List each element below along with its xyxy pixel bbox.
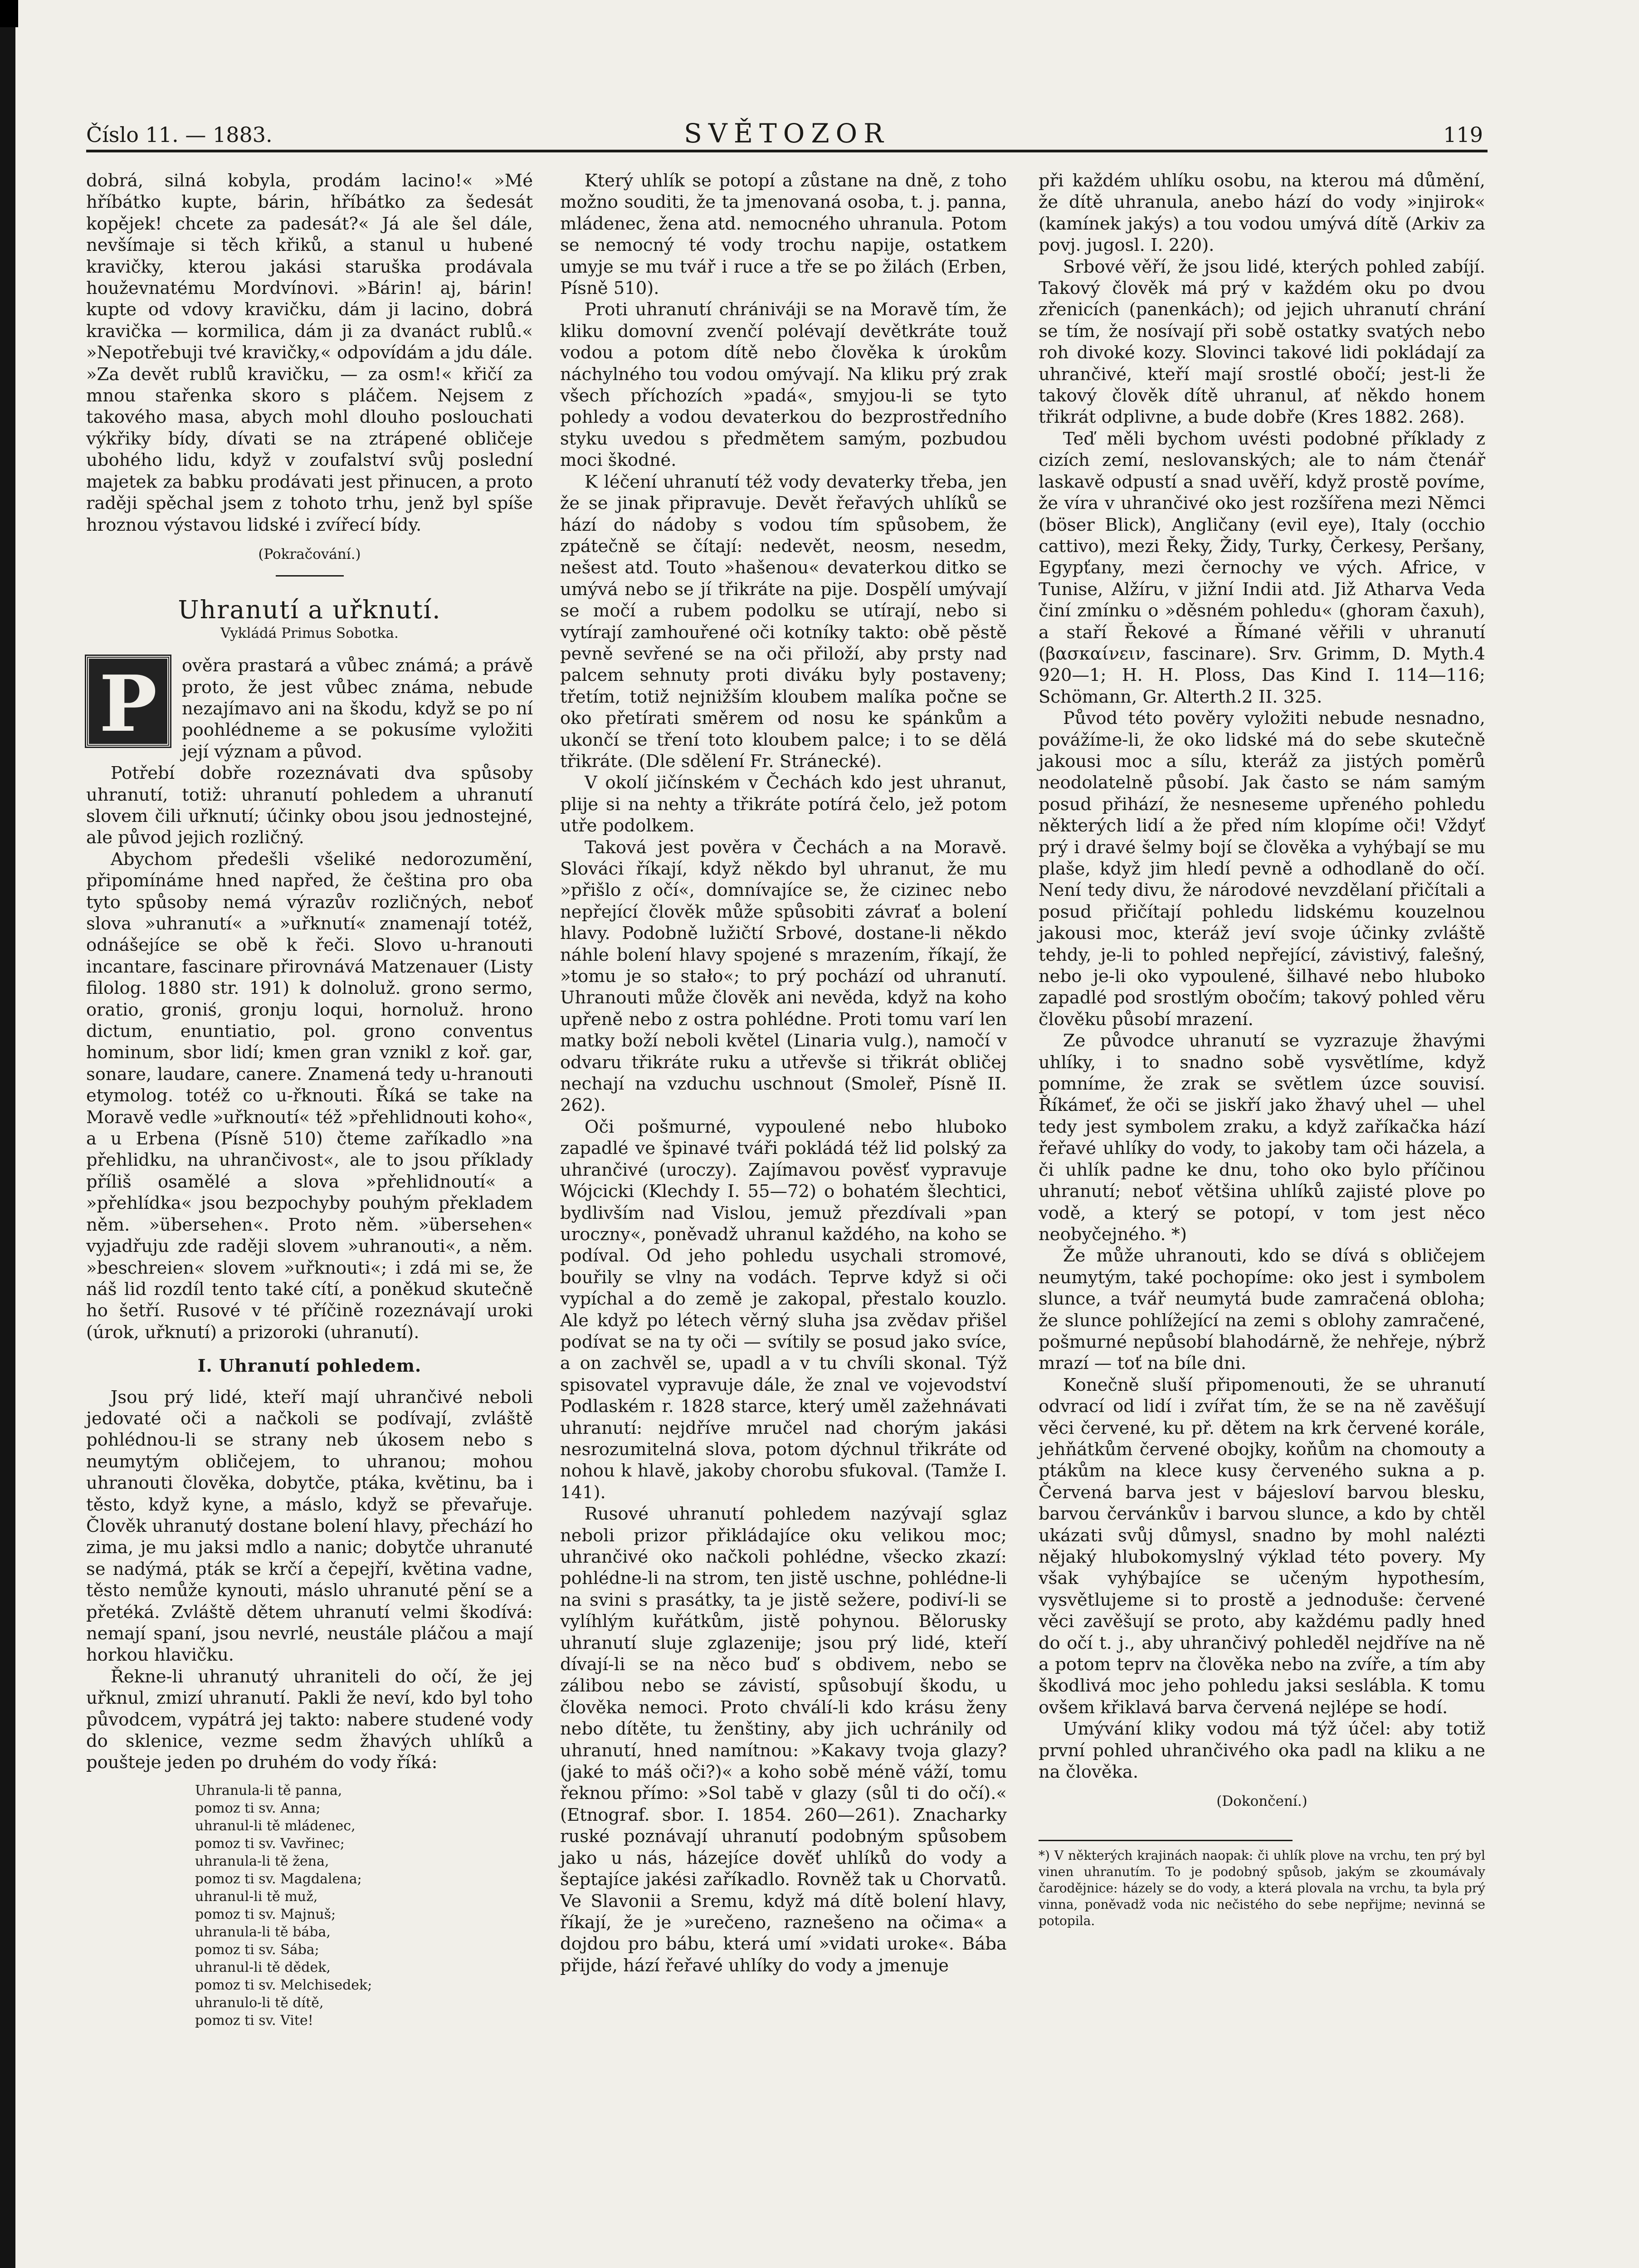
verse-line: uhranul-li tě dědek, bbox=[195, 1959, 331, 1975]
paragraph: Původ této pověry vyložiti nebude nesnadno, povážíme-li, že oko lidské má do sebe skutečně jakousi moc a sílu, kteráž za jistých poměrů neodolatelně působí. Jak často se nám samým posud přihází, že nesneseme upřeného pohledu některých lidí a že před ním klopíme oči! Vždyť prý i dravé šelmy bojí se člověka a vyhýbají se mu plaše, když jim hledí pevně a odhodlaně do očí. Není tedy divu, že národové nevzdělaní přičítali a posud přičítají pohledu lidskému kouzelnou jakousi moc, kteráž jeví svoje účinky zvláště tehdy, je-li to pohled nepřející, závistivý, falešný, nebo je-li oko vypoulené, šilhavé nebo hluboko zapadlé pod srostlým obočím; takový pohled věru člověku působí mrazení. bbox=[1039, 708, 1485, 1030]
column-2 bbox=[560, 170, 1007, 1976]
verse-line: pomoz ti sv. Sába; bbox=[195, 1941, 319, 1958]
paragraph: Konečně sluší připomenouti, že se uhranutí odvrací od lidí i zvířat tím, že se na ně zavěšují věci červené, ku př. dětem na krk červené korále, jehňátkům červené obojky, koňům na chomouty a ptákům na klece kusy červeného sukna a p. Červená barva jest v bájesloví barvou blesku, barvou červánkův i barvou slunce, a kdo by chtěl ukázati svůj důmysl, snadno by mohl nalézti nějaký hlubokomyslný výklad této povery. My však vyhýbajíce se učeným hypothesím, vysvětlujeme si to prostě a jednoduše: červené věci zavěšují se proto, aby každému padly hned do očí t. j., aby uhrančivý pohleděl nejdříve na ně a potom teprv na člověka nebo na zvíře, a tím aby škodlivá moc jeho pohledu jaksi seslábla. K tomu ovšem křiklavá barva červená nejlépe se hodí. bbox=[1039, 1374, 1485, 1718]
paragraph: Umývání kliky vodou má týž účel: aby totiž první pohled uhrančivého oka padl na kliku a ne na člověka. bbox=[1039, 1719, 1485, 1783]
paragraph-with-initial bbox=[86, 655, 533, 763]
paragraph: Srbové věří, že jsou lidé, kterých pohled zabíjí. Takový člověk má prý v každém oku po dvou zřenicích (panenkách); od jejich uhranutí chrání se tím, že nosívají při sobě ostatky svatých nebo roh divoké kozy. Slovinci takové lidi pokládají za uhrančivé, kteří mají srostlé obočí; jest-li že takový člověk dítě uhranul, ať někdo honem třikrát odplivne, a bude dobře (Kres 1882. 268). bbox=[1039, 256, 1485, 428]
paragraph: V okolí jičínském v Čechách kdo jest uhranut, plije si na nehty a třikráte potírá čelo, jež potom utře podolkem. bbox=[560, 772, 1007, 836]
column-1 bbox=[86, 170, 533, 2029]
journal-title: SVĚTOZOR bbox=[684, 118, 890, 149]
header-rule bbox=[86, 150, 1488, 152]
paragraph: Rusové uhranutí pohledem nazývají sglaz neboli prizor přikládajíce oku velikou moc; uhrančivé oko načkoli pohlédne, všecko zkazí: pohlédne-li na strom, ten jistě uschne, pohlédne-li na svini s prasátky, ta je jistě sežere, podiví-li se vylíhlým kuřátkům, jistě pohynou. Bělorusky uhranutí sluje zglazenije; jsou prý lidé, kteří dívají-li se na něco buď s obdivem, nebo se zálibou nebo se závistí, spůsobují škodu, u člověka nemoci. Proto chválí-li kdo krásu ženy nebo dítěte, tu ženštiny, aby jich uchránily od uhranutí, hned namítnou: »Kakavy tvoja glazy? (jaké to máš oči?)« a koho sobě méně váží, tomu řeknou přímo: »Sol tabě v glazy (sůl ti do očí).« (Etnograf. sbor. I. 1854. 260—261). Znacharky ruské poznávají uhranutí podobným spůsobem jako u nás, házejíce dověť uhlíků do vody a šeptajíce jakési zaříkadlo. Rovněž tak u Chorvatů. Ve Slavonii a Sremu, když má dítě bolení hlavy, říkají, že je »urečeno, raznešeno na očima« a dojdou pro bábu, která umí »vidati uroke«. Bába přijde, hází řeřavé uhlíky do vody a jmenuje bbox=[560, 1504, 1007, 1976]
verse-line: pomoz ti sv. Magdalena; bbox=[195, 1871, 362, 1887]
paragraph: Oči pošmurné, vypoulené nebo hluboko zapadlé ve špinavé tváři pokládá též lid polský za uhrančivé (uroczy). Zajímavou pověsť vypravuje Wójcicki (Klechdy I. 55—72) o bohatém šlechtici, bydlivším nad Vislou, jemuž přezdívali »pan uroczny«, poněvadž uhranul každého, na koho se podíval. Od jeho pohledu usychali stromové, bouřily se vlny na vodách. Teprve když si oči vypíchal a do země je zakopal, přestalo kouzlo. Ale když po létech věrný sluha jsa zvědav přišel podívat se na ty oči — svítily se posud jako svíce, a on zachvěl se, upadl a v tu chvíli skonal. Týž spisovatel vypravuje dále, že znal ve vojevodství Podlaském r. 1828 starce, který uměl zažehnávati uhranutí: nejdříve mručel nad chorým jakási nesrozumitelná slova, potom dýchnul třikráte od nohou k hlavě, jakoby chorobu sfukoval. (Tamže I. 141). bbox=[560, 1116, 1007, 1503]
paragraph: Proti uhranutí chrániváji se na Moravě tím, že kliku domovní zvenčí polévají devětkráte touž vodou a potom dítě nebo člověka k úrokům náchylného tou vodou omývají. Na kliku prý zrak všech příchozích »padá«, smyjou-li se tyto pohledy a vodou devaterkou do bezprostředního styku uvedou s předmětem samým, pozbudou moci škodné. bbox=[560, 299, 1007, 471]
verse-line: uhranul-li tě muž, bbox=[195, 1888, 318, 1905]
verse-line: uhranul-li tě mládenec, bbox=[195, 1818, 356, 1834]
continued-note: (Pokračování.) bbox=[258, 546, 361, 562]
paragraph: K léčení uhranutí též vody devaterky třeba, jen že se jinak připravuje. Devět řeřavých uhlíků se hází do nádoby s vodou tím spůsobem, že zpátečně se čítají: nedevět, neosm, nesedm, nešest atd. Touto »hašenou« devaterkou ditko se umývá nebo se jí třikráte na pije. Dospělí umývají se močí a rubem podolku se utírají, nebo si vytírají zamhouřené oči kotníky takto: obě pěstě pevně sevřené se na oči přiloží, aby prsty nad palcem sehnuty proti diváku byly postaveny; třetím, totiž nejnižším kloubem malíka počne se oko přetírati směrem od nosu ke spánkům a ukončí se tření toto kloubem palce; i to se dělá třikráte. (Dle sdělení Fr. Stránecké). bbox=[560, 471, 1007, 772]
paragraph: Že může uhranouti, kdo se dívá s obličejem neumytým, také pochopíme: oko jest i symbolem slunce, a tvář neumytá bude zamračená obloha; že slunce pohlížející na zemi s oblohy zamračené, pošmurné nepůsobí blahodárně, že nehřeje, nýbrž mrazí — toť na bíle dni. bbox=[1039, 1246, 1485, 1374]
verse-line: uhranulo-li tě dítě, bbox=[195, 1994, 324, 2011]
verse-line: pomoz ti sv. Vite! bbox=[195, 2012, 313, 2028]
paragraph: dobrá, silná kobyla, prodám lacino!« »Mé hříbátko kupte, bárin, hříbátko za šedesát kopějek! chcete za padesát?« Já ale šel dále, nevšímaje si těch křiků, a stanul u hubené kravičky, kterou jakási staruška prodávala houževnatému Mordvínovi. »Bárin! aj, bárin! kupte od vdovy kravičku, dám ji lacino, dobrá kravička — kormilica, dám ji za dvanáct rublů.« »Nepotřebuji tvé kravičky,« odpovídám a jdu dále. »Za devět rublů kravičku, — za osm!« křičí za mnou stařenka skoro s pláčem. Nejsem z takového masa, abych mohl dlouho poslouchati výkřiky bídy, dívati se na ztrápené obličeje ubohého lidu, když v zoufalství svůj poslední majetek za babku prodávati jest přinucen, a proto raději spěchal jsem z tohoto trhu, jenž byl spíše hroznou výstavou lidské i zvířecí bídy. bbox=[86, 171, 533, 535]
section-title: I. Uhranutí pohledem. bbox=[197, 1355, 422, 1376]
verse-line: uhranula-li tě bába, bbox=[195, 1924, 331, 1940]
verse-line: pomoz ti sv. Majnuš; bbox=[195, 1906, 336, 1922]
paragraph: Abychom předešli všeliké nedorozumění, připomínáme hned napřed, že čeština pro oba tyto spůsoby nemá výrazův rozličných, neboť slova »uhranutí« a »uřknutí« znamenají totéž, odnášejíce se obě k řeči. Slovo u-hranouti incantare, fascinare přirovnává Matzenauer (Listy filolog. 1880 str. 191) k dolnoluž. grono sermo, oratio, groniś, gronju loqui, hornoluž. hrono dictum, enuntiatio, pol. grono conventus hominum, sbor lidí; kmen gran vznikl z koř. gar, sonare, laudare, canere. Znamená tedy u-hranouti etymolog. totéž co u-řknouti. Říká se take na Moravě vedle »uřknoutí« též »přehlidnouti koho«, a u Erbena (Písně 510) čteme zaříkadlo »na přehlidku, na uhrančivost«, ale to jsou příklady příliš osamělé a slova »přehlidnoutí« a »přehlídka« jsou bezpochyby pouhým překladem něm. »übersehen«. Proto něm. »übersehen« vyjadřuju zde raději slovem »uhranouti«, a něm. »beschreien« slovem »uřknouti«; i zdá mi se, že náš lid rozdíl tento také cítí, a poněkud skutečně ho šetří. Rusové v té příčině rozeznávají uroki (úrok, uřknutí) a prizoroki (uhranutí). bbox=[86, 849, 533, 1343]
page-binding-shadow bbox=[0, 0, 15, 2268]
article-title: Uhranutí a uřknutí. bbox=[178, 595, 441, 625]
verse-line: pomoz ti sv. Anna; bbox=[195, 1800, 321, 1816]
paragraph: Ze původce uhranutí se vyzrazuje žhavými uhlíky, i to snadno sobě vysvětlíme, když pomníme, že zrak se světlem úzce souvisí. Říkámeť, že oči se jiskří jako žhavý uhel — uhel tedy jest symbolem zraku, a když zaříkačka hází řeřavé uhlíky do vody, to jakoby tam oči házela, a či uhlík padne ke dnu, toho oko bylo příčinou uhranutí; neboť většina uhlíků zajisté plove po vodě, a který se potopí, v tom jest něco neobyčejného. *) bbox=[1039, 1031, 1485, 1245]
paragraph: při každém uhlíku osobu, na kterou má důmění, že dítě uhranula, anebo hází do vody »injirok« (kamínek jakýs) a tou vodou umývá dítě (Arkiv za povj. jugosl. I. 220). bbox=[1039, 171, 1485, 256]
scan-corner-mark bbox=[0, 0, 18, 27]
footnote-rule bbox=[1039, 1840, 1293, 1841]
paragraph: Teď měli bychom uvésti podobné příklady z cizích zemí, neslovanských; ale to nám čtenář laskavě odpustí a snad uvěří, když prostě povíme, že víra v uhrančivé oko jest rozšířena mezi Němci (böser Blick), Angličany (evil eye), Italy (occhio cattivo), mezi Řeky, Židy, Turky, Čerkesy, Peršany, Egypťany, mezi černochy ve vých. Africe, v Tunise, Alžíru, v jižní Indii atd. Již Atharva Veda činí zmínku o »děsném pohledu« (ghoram čaxuh), a staří Řekové a Římané věřili v uhranutí (βασκαίνειν, fascinare). Srv. Grimm, D. Myth.4 920—1; H. H. Ploss, Das Kind I. 114—116; Schömann, Gr. Alterth.2 II. 325. bbox=[1039, 428, 1485, 707]
verse-line: Uhranula-li tě panna, bbox=[195, 1782, 342, 1799]
page-number: 119 bbox=[1443, 122, 1483, 147]
paragraph: Taková jest pověra v Čechách a na Moravě. Slováci říkají, když někdo byl uhranut, že mu »přišlo z očí«, domnívajíce se, že cizinec nebo nepřející člověk může spůsobiti závrať a bolení hlavy. Podobně lužičtí Srbové, dostane-li někdo náhle bolení hlavy spojené s mrazením, říkají, že »tomu je so stało«; to prý pochází od uhranutí. Uhranouti může člověk ani nevěda, když na koho upřeně nebo z ostra pohlédne. Proti tomu varí len matky boží neboli květel (Linaria vulg.), namočí v odvaru třikráte ruku a utřevše si třikrát obličej nechají na vzduchu uschnout (Smoleř, Písně II. 262). bbox=[560, 837, 1007, 1116]
incantation-verse bbox=[195, 1782, 533, 2029]
article-byline: Vykládá Primus Sobotka. bbox=[220, 625, 399, 641]
paragraph: Potřebí dobře rozeznávati dva spůsoby uhranutí, totiž: uhranutí pohledem a uhranutí slovem čili uřknutí; účinky obou jsou jednostejné, ale původ jejich rozličný. bbox=[86, 763, 533, 848]
verse-line: uhranula-li tě žena, bbox=[195, 1853, 329, 1869]
section-divider bbox=[276, 575, 344, 577]
paragraph-text: ověra prastará a vůbec známá; a právě proto, že jest vůbec známa, nebude nezajímavo ani na škodu, když se po ní poohlédneme a se pokusíme vyložiti její význam a původ. bbox=[182, 655, 533, 762]
concluded-note: (Dokončení.) bbox=[1216, 1793, 1307, 1810]
verse-line: pomoz ti sv. Melchisedek; bbox=[195, 1977, 372, 1993]
verse-line: pomoz ti sv. Vavřinec; bbox=[195, 1835, 345, 1852]
paragraph: Řekne-li uhranutý uhraniteli do očí, že jej uřknul, zmizí uhranutí. Pakli že neví, kdo byl toho původcem, vypátrá jej takto: nabere studené vody do sklenice, vezme sedm žhavých uhlíků a poušteje jeden po druhém do vody říká: bbox=[86, 1666, 533, 1773]
column-3 bbox=[1039, 170, 1485, 1929]
paragraph: Který uhlík se potopí a zůstane na dně, z toho možno souditi, že ta jmenovaná osoba, t. j. panna, mládenec, žena atd. nemocného uhranula. Potom se nemocný té vody trochu napije, ostatkem umyje se mu tvář i ruce a tře se po žilách (Erben, Písně 510). bbox=[560, 171, 1007, 299]
paragraph: Jsou prý lidé, kteří mají uhrančivé neboli jedovaté oči a načkoli se podívají, zvláště pohlédnou-li se strany neb úkosem nebo s neumytým obličejem, to uhranou; mohou uhranouti člověka, dobytče, ptáka, květinu, ba i těsto, když kyne, a máslo, když se převařuje. Člověk uhranutý dostane bolení hlavy, přechází ho zima, je mu jaksi mdlo a nanic; dobytče uhranuté se nadýmá, pták se krčí a čepejří, květina vadne, těsto nemůže kynouti, máslo uhranuté pění se a přetéká. Zvláště dětem uhranutí velmi škodívá: nemají spaní, jsou nevrlé, neustále pláčou a mají horkou hlavičku. bbox=[86, 1387, 533, 1666]
footnote: *) V některých krajinách naopak: či uhlík plove na vrchu, ten prý byl vinen uhranutím. To je podobný spůsob, jakým se zkoumávaly čarodějnice: házely se do vody, a která plovala na vrchu, ta byla prý vinna, poněvadž voda nic nečistého do sebe nepřijme; nevinná se potopila. bbox=[1039, 1848, 1485, 1928]
ornamental-initial: P bbox=[86, 656, 170, 747]
issue-label: Číslo 11. — 1883. bbox=[86, 122, 273, 147]
